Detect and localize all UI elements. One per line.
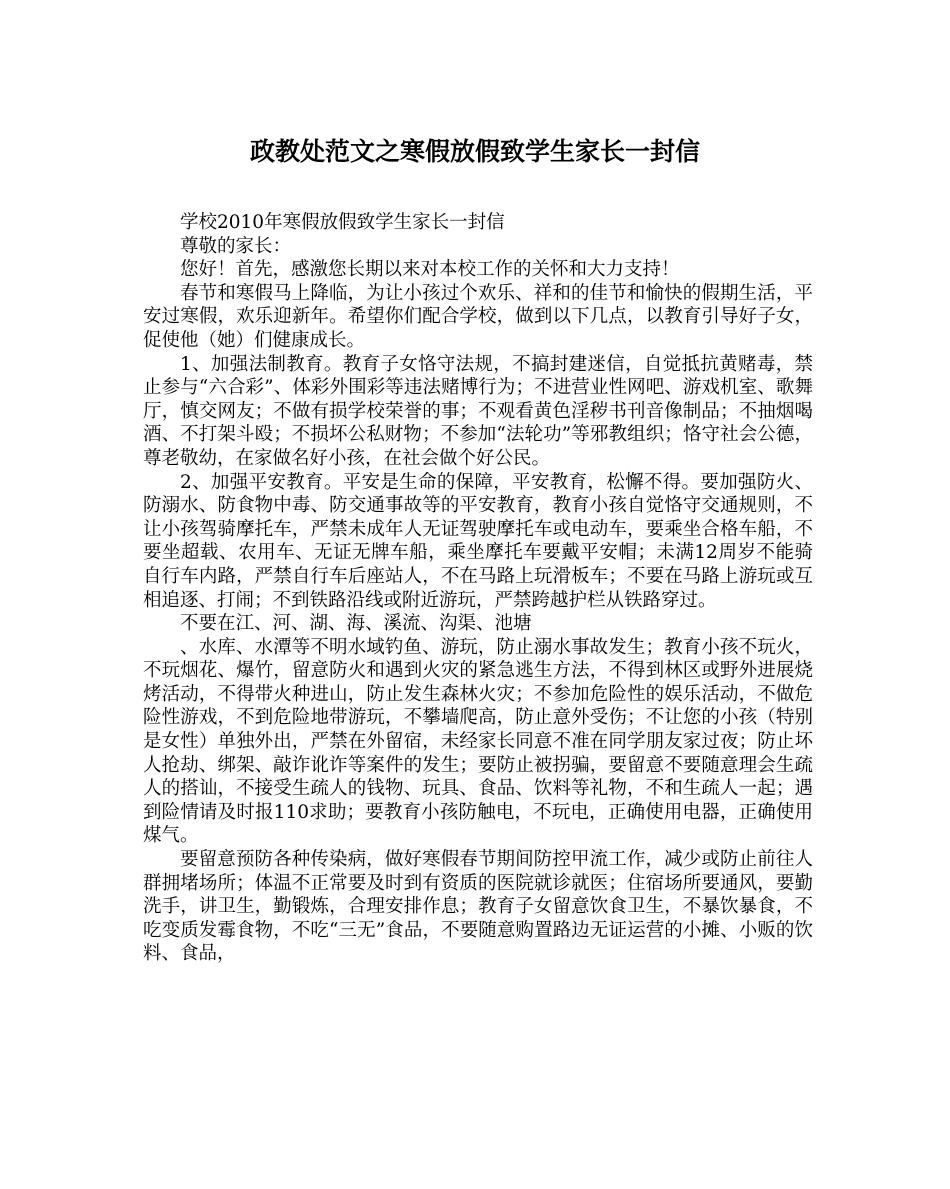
document-title: 政教处范文之寒假放假致学生家长一封信 [249, 137, 700, 166]
greeting-paragraph: 您好！首先，感激您长期以来对本校工作的关怀和大力支持！ [180, 259, 680, 281]
safety-education-paragraph: 2、加强平安教育。平安是生命的保障，平安教育，松懈不得。要加强防火、防溺水、防食物中毒、防交通事故等的平安教育，教育小孩自觉恪守交通规则，不让小孩驾骑摩托车，严禁未成年人无证驾驶摩托车或电动车，要乘坐合格车船，不要坐超载、农用车、无证无牌车船，乘坐摩托车要戴平安帽；未满12周岁不能骑自行车内路，严禁自行车后座站人，不在马路上玩滑板车；不要在马路上游玩或互相追逐、打闹；不到铁路沿线或附近游玩，严禁跨越护栏从铁路穿过。 [143, 471, 813, 611]
legal-education-paragraph: 1、加强法制教育。教育子女恪守法规，不搞封建迷信，自觉抵抗黄赌毒，禁止参与“六合彩”、体彩外围彩等违法赌博行为；不进营业性网吧、游戏机室、歌舞厅，慎交网友；不做有损学校荣誉的事；不观看黄色淫秽书刊音像制品；不抽烟喝酒、不打架斗殴；不损坏公私财物；不参加“法轮功”等邪教组织；恪守社会公德，尊老敬幼，在家做名好小孩，在社会做个好公民。 [143, 353, 813, 469]
health-paragraph: 要留意预防各种传染病，做好寒假春节期间防控甲流工作，减少或防止前往人群拥堵场所；体温不正常要及时到有资质的医院就诊就医；住宿场所要通风，要勤洗手，讲卫生，勤锻炼，合理安排作息；教育子女留意饮食卫生，不暴饮暴食，不吃变质发霉食物，不吃“三无”食品，不要随意购置路边无证运营的小摊、小贩的饮料、食品， [143, 849, 813, 965]
document-body [143, 211, 813, 966]
intro-paragraph: 春节和寒假马上降临，为让小孩过个欢乐、祥和的佳节和愉快的假期生活，平安过寒假，欢乐迎新年。希望你们配合学校，做到以下几点，以教育引导好子女，促使他（她）们健康成长。 [143, 282, 813, 351]
water-safety-line: 不要在江、河、湖、海、溪流、沟渠、池塘 [180, 613, 532, 635]
salutation: 尊敬的家长： [180, 235, 292, 257]
letter-heading: 学校2010年寒假放假致学生家长一封信 [180, 212, 505, 233]
safety-continued-paragraph: 、水库、水潭等不明水域钓鱼、游玩，防止溺水事故发生；教育小孩不玩火，不玩烟花、爆竹，留意防火和遇到火灾的紧急逃生方法，不得到林区或野外进展烧烤活动，不得带火种进山，防止发生森林火灾；不参加危险性的娱乐活动，不做危险性游戏，不到危险地带游玩，不攀墙爬高，防止意外受伤；不让您的小孩（特别是女性）单独外出，严禁在外留宿，未经家长同意不准在同学朋友家过夜；防止坏人抢劫、绑架、敲诈讹诈等案件的发生；要防止被拐骗，要留意不要随意理会生疏人的搭讪，不接受生疏人的钱物、玩具、食品、饮料等礼物，不和生疏人一起；遇到险情请及时报110求助；要教育小孩防触电，不玩电，正确使用电器，正确使用煤气。 [143, 636, 813, 847]
